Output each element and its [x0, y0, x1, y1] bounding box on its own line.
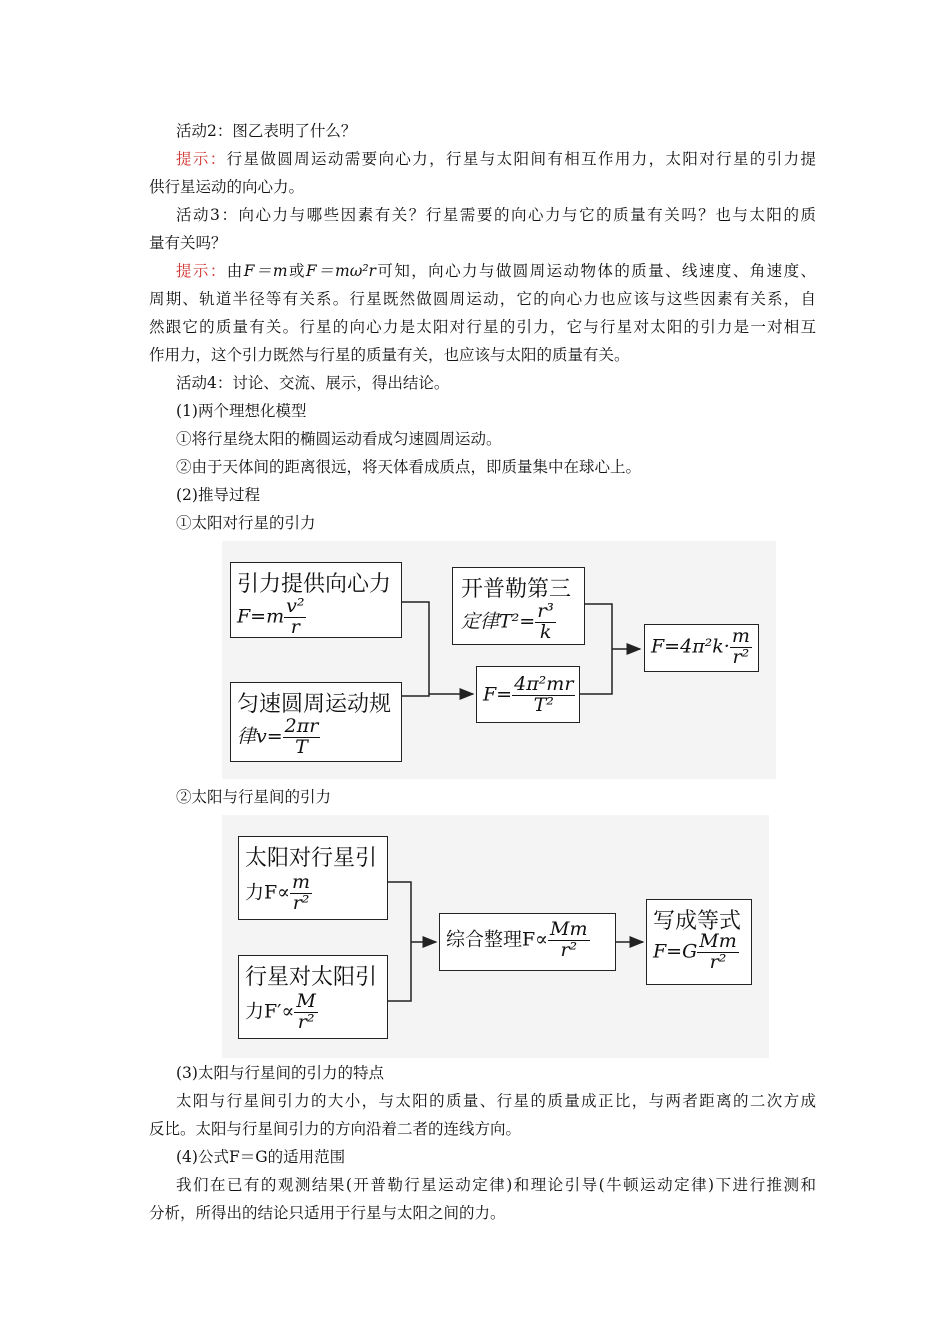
- hint-label: 提示：: [176, 150, 227, 168]
- box-planet-on-sun: [238, 955, 388, 1039]
- section-4: (4)公式F＝G的适用范围: [176, 1148, 346, 1166]
- formula-inline: F＝m: [243, 262, 288, 280]
- section-2a: ①太阳对行星的引力: [176, 514, 316, 532]
- fraction: $\frac{\text{r³}}{k}$: [537, 600, 554, 643]
- box-title: 行星对太阳引: [245, 965, 378, 990]
- box-title: 匀速圆周运动规: [237, 692, 392, 717]
- box-equation: [646, 899, 752, 985]
- section-4-line1: 我们在已有的观测结果(开普勒行星运动定律)和理论引导(牛顿运动定律)下进行推测和: [176, 1176, 816, 1194]
- section-3-line1: 太阳与行星间引力的大小，与太阳的质量、行星的质量成正比，与两者距离的二次方成: [176, 1092, 816, 1110]
- section-1a: ①将行星绕太阳的椭圆运动看成匀速圆周运动。: [176, 430, 502, 448]
- fraction: $\frac{m}{\text{r²}}$: [292, 871, 311, 914]
- fraction: $\frac{Mm}{\text{r²}}$: [699, 930, 737, 973]
- hint-1-cont: 供行星运动的向心力。: [149, 178, 305, 196]
- box-formula: F=m $\frac{\text{v²}}{r}$: [237, 595, 305, 638]
- box-title: 太阳对行星引: [245, 846, 378, 871]
- activity-3-cont: 量有关吗？: [149, 234, 227, 252]
- box-formula: F=G $\frac{Mm}{\text{r²}}$: [653, 930, 737, 973]
- hint-text: 可知，向心力与做圆周运动物体的质量、线速度、角速度、: [375, 262, 816, 280]
- box-combine: [439, 913, 616, 971]
- box-force-result: [644, 624, 759, 672]
- hint-text: 由: [226, 262, 244, 280]
- hint-label: 提示：: [176, 262, 227, 280]
- fraction: $\frac{M}{\text{r²}}$: [296, 990, 316, 1033]
- formula-inline: F＝mω²r: [305, 262, 376, 280]
- section-3-line2: 反比。太阳与行星间引力的方向沿着二者的连线方向。: [149, 1120, 522, 1138]
- box-gravity-centripetal: [230, 562, 402, 638]
- activity-3: 活动3：向心力与哪些因素有关？行星需要的向心力与它的质量有关吗？也与太阳的质: [176, 206, 816, 224]
- hint-2-line3: 然跟它的质量有关。行星的向心力是太阳对行星的引力，它与行星对太阳的引力是一对相互: [149, 318, 816, 336]
- hint-2: [176, 261, 816, 281]
- box-title: 开普勒第三: [461, 577, 572, 602]
- hint-2-line4: 作用力，这个引力既然与行星的质量有关，也应该与太阳的质量有关。: [149, 346, 630, 364]
- box-formula: F= $\frac{\text{4π²mr}}{\text{T²}}$: [483, 673, 574, 716]
- fraction: $\frac{Mm}{\text{r²}}$: [550, 918, 588, 961]
- hint-text: 或: [287, 262, 306, 280]
- hint-text: 行星做圆周运动需要向心力，行星与太阳间有相互作用力，太阳对行星的引力提: [226, 150, 816, 168]
- box-sun-on-planet: [238, 836, 388, 920]
- fraction: $\frac{2\pi r}{T}$: [284, 715, 319, 758]
- section-3: (3)太阳与行星间的引力的特点: [176, 1064, 384, 1082]
- box-formula: F=4π²k· $\frac{m}{\text{r²}}$: [651, 625, 750, 668]
- box-title: 引力提供向心力: [237, 572, 392, 597]
- activity-2: 活动2：图乙表明了什么？: [176, 122, 357, 140]
- box-formula: 律v= $\frac{2\pi r}{T}$: [237, 715, 319, 758]
- box-title: 写成等式: [653, 909, 742, 934]
- hint-1: [176, 149, 816, 169]
- box-formula: 力F∝ $\frac{m}{\text{r²}}$: [245, 871, 311, 914]
- section-4-line2: 分析，所得出的结论只适用于行星与太阳之间的力。: [149, 1204, 506, 1222]
- box-formula: 综合整理F∝ $\frac{Mm}{\text{r²}}$: [446, 918, 588, 961]
- section-2: (2)推导过程: [176, 486, 260, 504]
- hint-2-line2: 周期、轨道半径等有关系。行星既然做圆周运动，它的向心力也应该与这些因素有关系，自: [149, 290, 816, 308]
- box-force-period: [476, 666, 580, 723]
- fraction: $\frac{\text{4π²mr}}{\text{T²}}$: [514, 673, 574, 716]
- box-formula: 力F′∝ $\frac{M}{\text{r²}}$: [245, 990, 316, 1033]
- derivation-diagram-1: [222, 541, 776, 779]
- box-kepler-third: [452, 567, 585, 645]
- activity-4: 活动4：讨论、交流、展示，得出结论。: [176, 374, 450, 392]
- box-formula: 定律T²= $\frac{\text{r³}}{k}$: [461, 600, 554, 643]
- fraction: $\frac{m}{\text{r²}}$: [731, 625, 750, 668]
- section-1: (1)两个理想化模型: [176, 402, 307, 420]
- box-uniform-circular: [230, 682, 402, 762]
- section-1b: ②由于天体间的距离很远，将天体看成质点，即质量集中在球心上。: [176, 458, 642, 476]
- derivation-diagram-2: [222, 815, 769, 1058]
- fraction: $\frac{\text{v²}}{r}$: [286, 595, 305, 638]
- section-2b: ②太阳与行星间的引力: [176, 788, 332, 806]
